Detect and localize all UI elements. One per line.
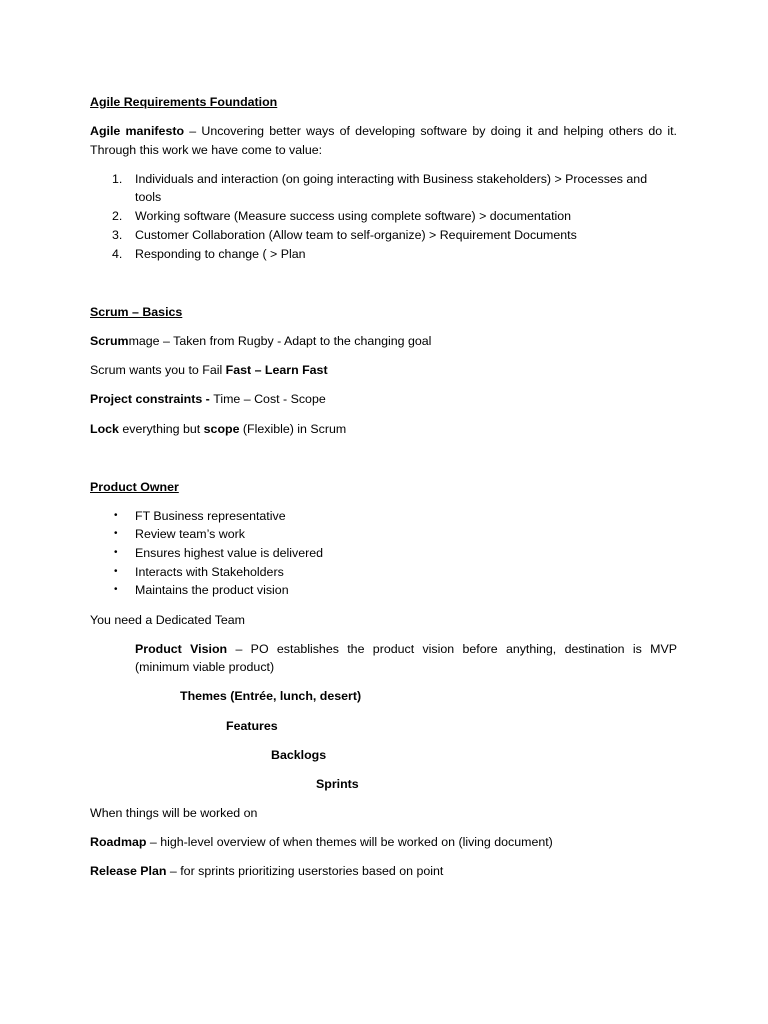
scrum-definition: mage – Taken from Rugby - Adapt to the changing goal <box>128 334 432 348</box>
hierarchy-features: Features <box>226 719 278 733</box>
list-item: Review team’s work <box>135 527 245 541</box>
hierarchy-backlogs: Backlogs <box>271 748 327 762</box>
list-item-number: 2. <box>112 209 123 223</box>
list-item: Responding to change ( > Plan <box>135 247 306 261</box>
dedicated-team-line: You need a Dedicated Team <box>90 613 246 627</box>
list-item: Maintains the product vision <box>135 583 289 597</box>
fail-fast-prefix: Scrum wants you to Fail <box>90 363 226 377</box>
roadmap-text: – high-level overview of when themes will be worked on (living document) <box>146 835 553 849</box>
release-plan-label: Release Plan <box>90 864 167 878</box>
bullet-icon: • <box>114 528 118 539</box>
release-plan-line <box>90 862 443 881</box>
constraints-line <box>90 390 326 409</box>
product-vision-line1 <box>135 640 677 659</box>
fail-fast-line <box>90 361 328 380</box>
roadmap-label: Roadmap <box>90 835 147 849</box>
hierarchy-themes: Themes (Entrée, lunch, desert) <box>180 689 362 703</box>
constraints-text: Time – Cost - Scope <box>213 392 326 406</box>
manifesto-paragraph-line2: Through this work we have come to value: <box>90 143 323 157</box>
list-item: Individuals and interaction (on going interacting with Business stakeholders) > Processes and <box>135 172 648 186</box>
bullet-icon: • <box>114 566 118 577</box>
manifesto-paragraph-line1 <box>90 122 677 141</box>
lock-line <box>90 420 346 439</box>
constraints-label: Project constraints - <box>90 392 214 406</box>
lock-text-1: everything but <box>118 422 204 436</box>
bullet-icon: • <box>114 584 118 595</box>
roadmap-line <box>90 833 553 852</box>
product-vision-text: – PO establishes the product vision before anything, destination is MVP <box>227 642 677 656</box>
lock-word: Lock <box>90 422 119 436</box>
list-item: Interacts with Stakeholders <box>135 565 284 579</box>
list-item: Customer Collaboration (Allow team to self-organize) > Requirement Documents <box>135 228 577 242</box>
list-item-number: 1. <box>112 172 123 186</box>
scrum-line <box>90 332 431 351</box>
lock-text-2: (Flexible) in Scrum <box>239 422 347 436</box>
bullet-icon: • <box>114 547 118 558</box>
release-plan-text: – for sprints prioritizing userstories based on point <box>166 864 444 878</box>
page-title: Agile Requirements Foundation <box>90 95 278 109</box>
product-vision-line2: (minimum viable product) <box>135 660 275 674</box>
list-item-continuation: tools <box>135 190 162 204</box>
manifesto-text: – Uncovering better ways of developing software by doing it and helping others do it. <box>184 124 677 138</box>
scrum-term: Scrum <box>90 334 129 348</box>
product-vision-label: Product Vision <box>135 642 228 656</box>
list-item: FT Business representative <box>135 509 286 523</box>
list-item-number: 4. <box>112 247 123 261</box>
manifesto-label: Agile manifesto <box>90 124 185 138</box>
list-item: Working software (Measure success using complete software) > documentation <box>135 209 572 223</box>
scope-word: scope <box>203 422 240 436</box>
when-worked-line: When things will be worked on <box>90 806 258 820</box>
list-item-number: 3. <box>112 228 123 242</box>
fail-fast-bold: Fast – Learn Fast <box>225 363 328 377</box>
list-item: Ensures highest value is delivered <box>135 546 324 560</box>
section-heading-product-owner: Product Owner <box>90 480 179 494</box>
hierarchy-sprints: Sprints <box>316 777 359 791</box>
bullet-icon: • <box>114 510 118 521</box>
section-heading-scrum: Scrum – Basics <box>90 305 183 319</box>
